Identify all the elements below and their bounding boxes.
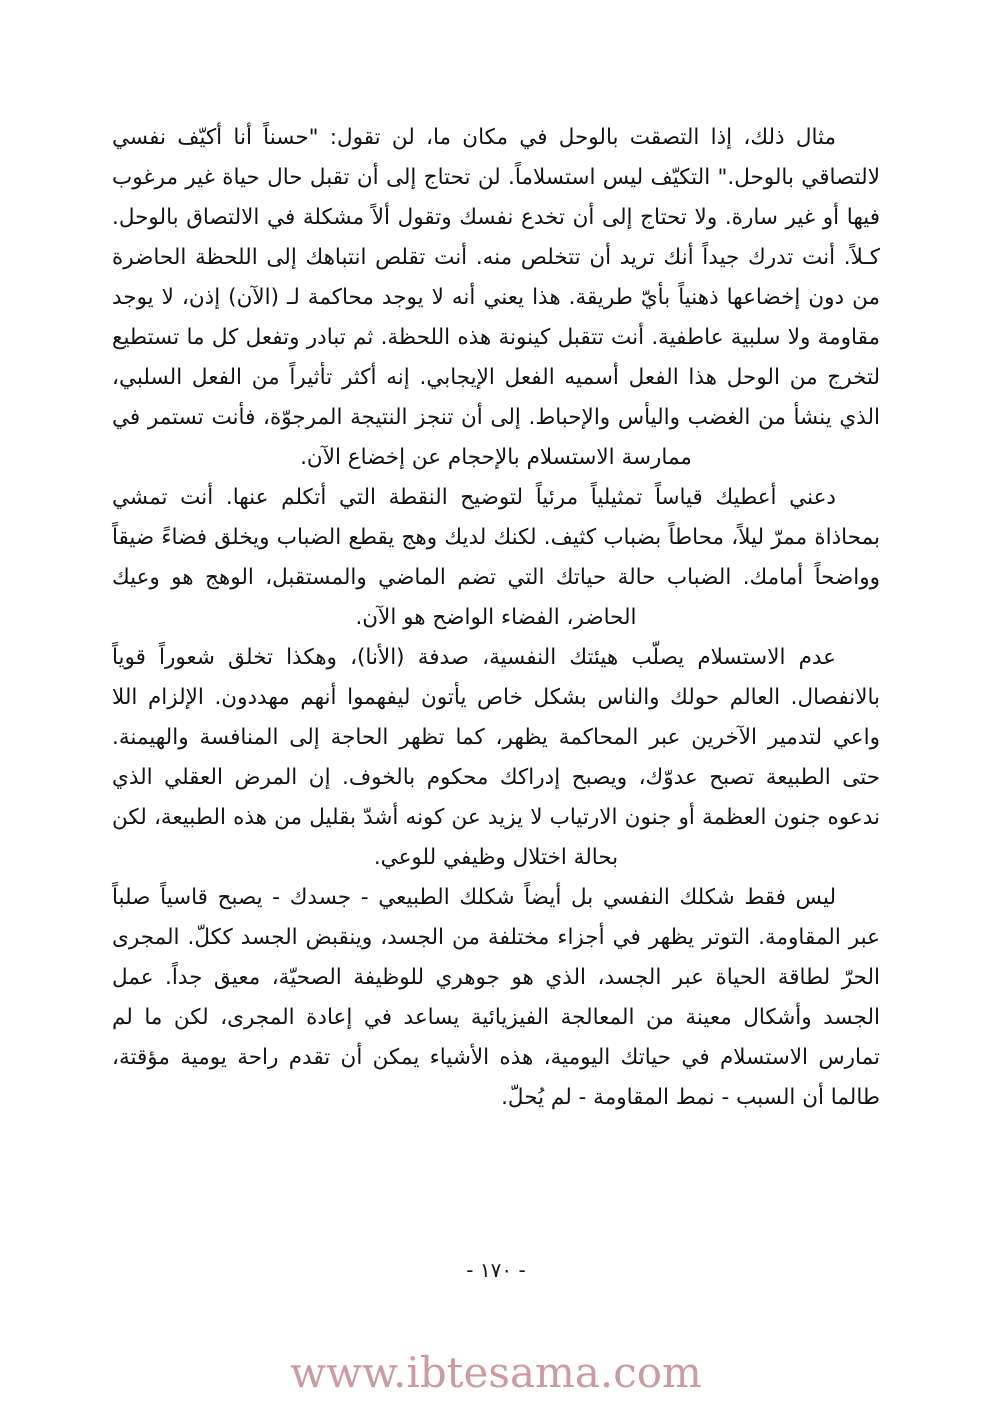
page-text-body (112, 118, 880, 1118)
paragraph: دعني أعطيك قياساً تمثيلياً مرئياً لتوضيح النقطة التي أتكلم عنها. أنت تمشي بمحاذاة ممرّ ليلاً، محاطاً بضباب كثيف. لكنك لديك وهج يقطع الضباب ويخلق فضاءً ضيقاً وواضحاً أمامك. الضباب حالة حياتك التي تضم الماضي والمستقبل، الوهج هو وعيك الحاضر، الفضاء الواضح هو الآن. (112, 485, 880, 630)
paragraph: مثال ذلك، إذا التصقت بالوحل في مكان ما، لن تقول: "حسناً أنا أكيّف نفسي لالتصاقي بالوحل." التكيّف ليس استسلاماً. لن تحتاج إلى أن تقبل حال حياة غير مرغوب فيها أو غير سارة. ولا تحتاج إلى أن تخدع نفسك وتقول ألاً مشكلة في الالتصاق بالوحل. كـلاً. أنت تدرك جيداً أنك تريد أن تتخلص منه. أنت تقلص انتباهك إلى اللحظة الحاضرة من دون إخضاعها ذهنياً بأيّ طريقة. هذا يعني أنه لا يوجد محاكمة لـ (الآن) إذن، لا يوجد مقاومة ولا سلبية عاطفية. أنت تتقبل كينونة هذه اللحظة. ثم تبادر وتفعل كل ما تستطيع لتخرج من الوحل هذا الفعل أسميه الفعل الإيجابي. إنه أكثر تأثيراً من الفعل السلبي، الذي ينشأ من الغضب واليأس والإحباط. إلى أن تنجز النتيجة المرجوّة، فأنت تستمر في ممارسة الاستسلام بالإحجام عن إخضاع الآن. (112, 125, 880, 470)
site-watermark: www.ibtesama.com (290, 1348, 702, 1397)
paragraph: ليس فقط شكلك النفسي بل أيضاً شكلك الطبيعي - جسدك - يصبح قاسياً صلباً عبر المقاومة. التوتر يظهر في أجزاء مختلفة من الجسد، وينقبض الجسد ككلّ. المجرى الحرّ لطاقة الحياة عبر الجسد، الذي هو جوهري للوظيفة الصحيّة، معيق جداً. عمل الجسد وأشكال معينة من المعالجة الفيزيائية يساعد في إعادة المجرى، لكن ما لم تمارس الاستسلام في حياتك اليومية، هذه الأشياء يمكن أن تقدم راحة يومية مؤقتة، طالما أن السبب - نمط المقاومة - لم يُحلّ. (112, 885, 880, 1110)
paragraph: عدم الاستسلام يصلّب هيئتك النفسية، صدفة (الأنا)، وهكذا تخلق شعوراً قوياً بالانفصال. العالم حولك والناس بشكل خاص يأتون ليفهموا أنهم مهددون. الإلزام اللا واعي لتدمير الآخرين عبر المحاكمة يظهر، كما تظهر الحاجة إلى المنافسة والهيمنة. حتى الطبيعة تصبح عدوّك، ويصبح إدراكك محكوم بالخوف. إن المرض العقلي الذي ندعوه جنون العظمة أو جنون الارتياب لا يزيد عن كونه أشدّ بقليل من هذه الطبيعة، لكن بحالة اختلال وظيفي للوعي. (112, 645, 880, 870)
page-number: - ١٧٠ - (466, 1258, 526, 1282)
